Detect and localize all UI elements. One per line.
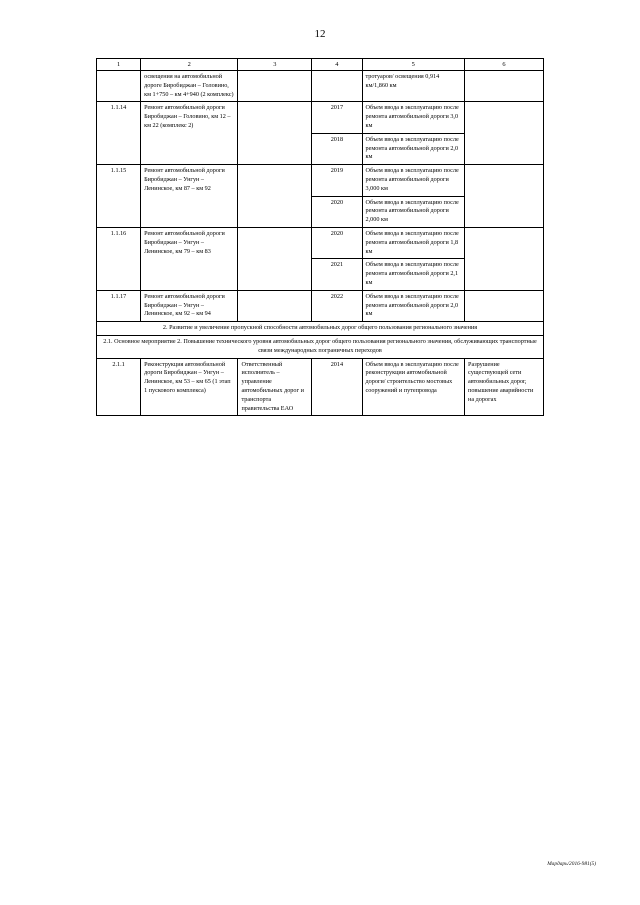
cell-risk [465, 228, 544, 291]
cell-measure: освещения на автомобильной дороге Биробиджан – Головино, км 1+750 – км 4+940 (2 комплекс) [141, 71, 238, 102]
cell-executor [238, 290, 312, 321]
cell-risk [465, 290, 544, 321]
cell-year: 2020 [312, 228, 362, 259]
footer-reference: Мардарь/2016-981(5) [547, 861, 596, 867]
column-header-3: 3 [238, 59, 312, 71]
table-row [97, 358, 544, 416]
table-row [97, 102, 544, 133]
cell-executor [238, 228, 312, 291]
cell-number: 1.1.16 [97, 228, 141, 291]
cell-risk [465, 165, 544, 228]
cell-executor: Ответственный исполнитель – управление автомобильных дорог и транспорта правительства ЕАО [238, 358, 312, 416]
cell-result: Объем ввода в эксплуатацию после ремонта автомобильной дороги 2,000 км [362, 196, 465, 227]
section-title-2: 2. Развитие и увеличение пропускной способности автомобильных дорог общего пользования регионального значения [97, 322, 544, 336]
cell-result: Объем ввода в эксплуатацию после реконструкции автомобильной дороги/ строительство мостовых сооружений и путепровода [362, 358, 465, 416]
table-header-row [97, 59, 544, 71]
cell-number: 1.1.15 [97, 165, 141, 228]
table-row [97, 290, 544, 321]
cell-result: Объем ввода в эксплуатацию после ремонта автомобильной дороги 1,8 км [362, 228, 465, 259]
column-header-2: 2 [141, 59, 238, 71]
cell-year: 2018 [312, 133, 362, 164]
cell-result: тротуаров/ освещения 0,914 км/1,860 км [362, 71, 465, 102]
cell-measure: Реконструкция автомобильной дороги Биробиджан – Унгун – Ленинское, км 53 – км 65 (1 этап 1 пускового комплекса) [141, 358, 238, 416]
cell-year: 2019 [312, 165, 362, 196]
cell-result: Объем ввода в эксплуатацию после ремонта автомобильной дороги 3,0 км [362, 102, 465, 133]
cell-result: Объем ввода в эксплуатацию после ремонта автомобильной дороги 2,0 км [362, 290, 465, 321]
table-section-row [97, 322, 544, 336]
table-body [97, 59, 544, 416]
measures-table-container [96, 58, 544, 416]
cell-result: Объем ввода в эксплуатацию после ремонта автомобильной дороги 2,0 км [362, 133, 465, 164]
cell-year: 2020 [312, 196, 362, 227]
measures-table [96, 58, 544, 416]
cell-executor [238, 102, 312, 165]
cell-result: Объем ввода в эксплуатацию после ремонта автомобильной дороги 2,1 км [362, 259, 465, 290]
table-section-row [97, 336, 544, 359]
cell-year [312, 71, 362, 102]
cell-executor [238, 71, 312, 102]
cell-year: 2014 [312, 358, 362, 416]
cell-risk [465, 102, 544, 165]
column-header-1: 1 [97, 59, 141, 71]
cell-number: 1.1.14 [97, 102, 141, 165]
column-header-4: 4 [312, 59, 362, 71]
cell-measure: Ремонт автомобильной дороги Биробиджан – Унгун – Ленинское, км 87 – км 92 [141, 165, 238, 228]
page-number: 12 [314, 28, 326, 40]
cell-number: 2.1.1 [97, 358, 141, 416]
cell-year: 2022 [312, 290, 362, 321]
cell-measure: Ремонт автомобильной дороги Биробиджан – Унгун – Ленинское, км 92 – км 94 [141, 290, 238, 321]
cell-number [97, 71, 141, 102]
section-title-2-1: 2.1. Основное мероприятие 2. Повышение технического уровня автомобильных дорог общего пользования регионального значения, обслуживающих транспортные связи международных пограничных переходов [97, 336, 544, 359]
column-header-6: 6 [465, 59, 544, 71]
table-row [97, 228, 544, 259]
cell-year: 2021 [312, 259, 362, 290]
cell-risk: Разрушение существующей сети автомобильных дорог, повышение аварийности на дорогах [465, 358, 544, 416]
column-header-5: 5 [362, 59, 465, 71]
cell-measure: Ремонт автомобильной дороги Биробиджан – Унгун – Ленинское, км 79 – км 83 [141, 228, 238, 291]
cell-result: Объем ввода в эксплуатацию после ремонта автомобильной дороги 3,000 км [362, 165, 465, 196]
cell-measure: Ремонт автомобильной дороги Биробиджан – Головино, км 12 – км 22 (комплекс 2) [141, 102, 238, 165]
table-row [97, 165, 544, 196]
table-row [97, 71, 544, 102]
cell-executor [238, 165, 312, 228]
cell-year: 2017 [312, 102, 362, 133]
cell-risk [465, 71, 544, 102]
cell-number: 1.1.17 [97, 290, 141, 321]
